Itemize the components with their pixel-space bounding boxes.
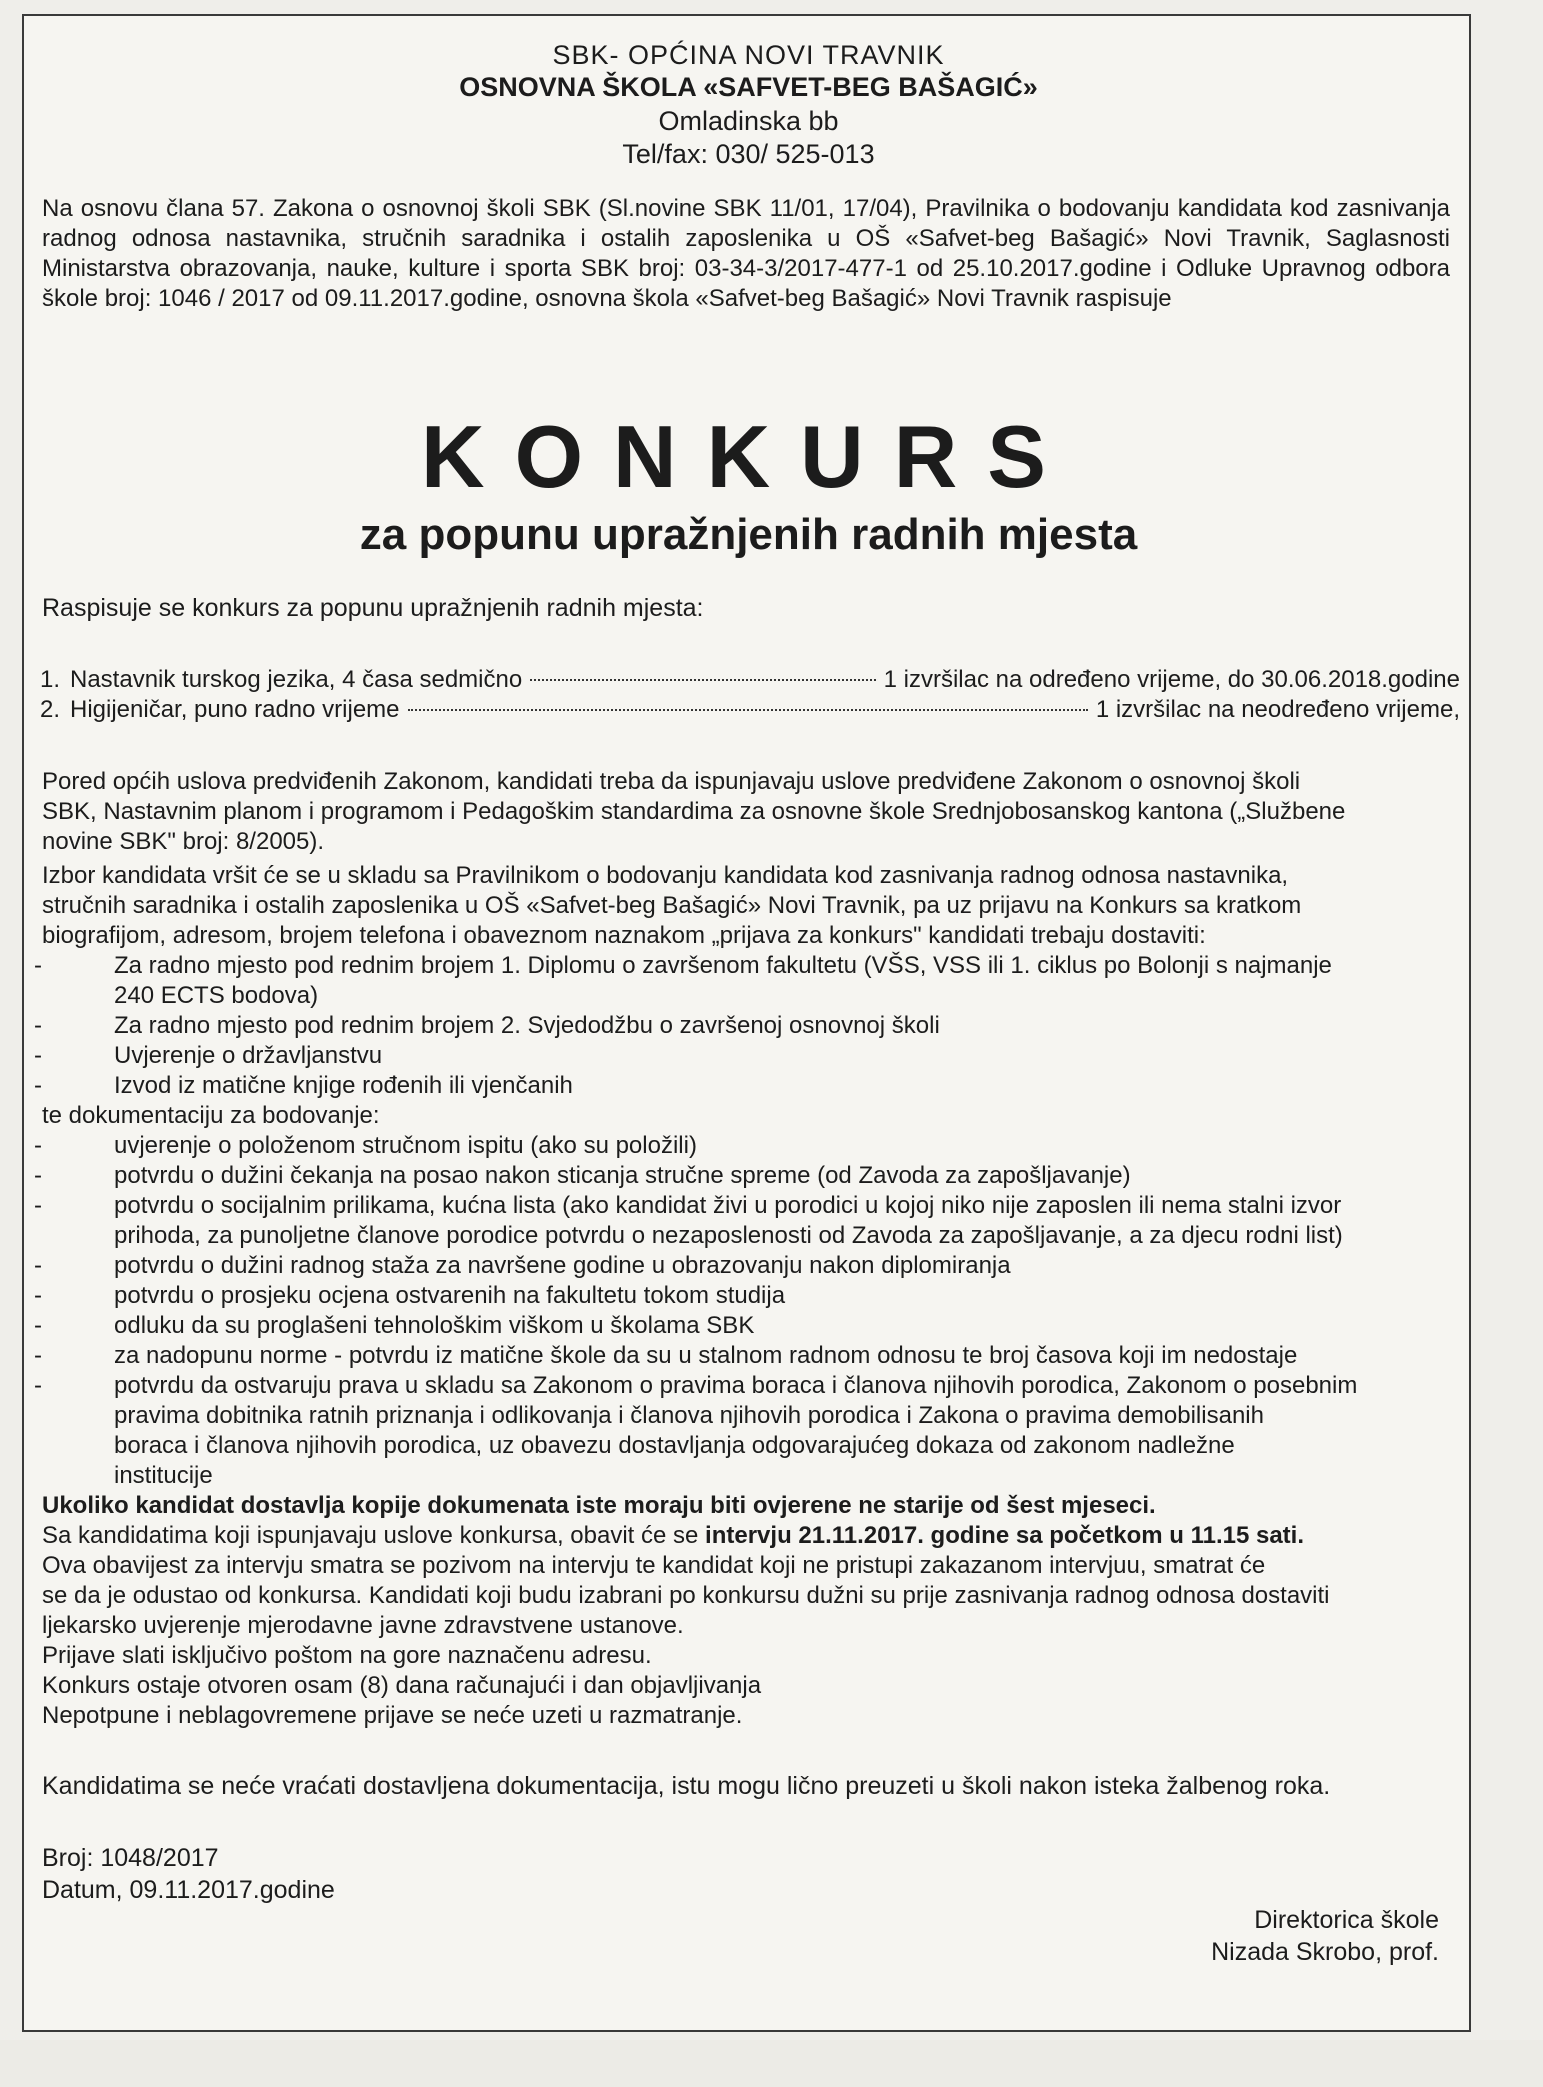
closing-line: se da je odustao od konkursa. Kandidati koji budu izabrani po konkursu dužni su prije zasnivanja radnog odnosa dostaviti (42, 1582, 1330, 1609)
bullet-dash: - (34, 1072, 42, 1099)
raspisuje-line: Raspisuje se konkurs za popunu upražnjenih radnih mjesta: (42, 594, 704, 622)
interview-line (42, 1522, 1304, 1550)
return-note: Kandidatima se neće vraćati dostavljena dokumentacija, istu mogu lično preuzeti u školi nakon isteka žalbenog roka. (42, 1772, 1331, 1800)
bullet-dash: - (34, 1042, 42, 1069)
required-doc-item: Za radno mjesto pod rednim brojem 1. Diplomu o završenom fakultetu (VŠS, VSS ili 1. ciklus po Bolonji s najmanje (114, 952, 1332, 979)
scoring-doc-item: potvrdu da ostvaruju prava u skladu sa Zakonom o pravima boraca i članova njihovih porodica, Zakonom o posebnim (114, 1372, 1358, 1399)
bullet-dash: - (34, 1282, 42, 1309)
bullet-dash: - (34, 1192, 42, 1219)
municipality-line: SBK- OPĆINA NOVI TRAVNIK (552, 40, 945, 70)
bullet-dash: - (34, 1162, 42, 1189)
scoring-doc-item: pravima dobitnika ratnih priznanja i odlikovanja i članova njihovih porodica i Zakona o pravima demobilisanih (114, 1402, 1264, 1429)
document-date: Datum, 09.11.2017.godine (42, 1876, 335, 1904)
conditions-line: novine SBK" broj: 8/2005). (42, 828, 325, 855)
required-doc-item: 240 ECTS bodova) (114, 982, 319, 1009)
scoring-doc-item: prihoda, za punoljetne članove porodice potvrdu o nezaposlenosti od Zavoda za zapošljavanje, a za djecu rodni list) (114, 1222, 1343, 1249)
intro-paragraph: Na osnovu člana 57. Zakona o osnovnoj školi SBK (Sl.novine SBK 11/01, 17/04), Pravilnika o bodovanju kandidata kod zasnivanja radnog odnosa nastavnika, stručnih saradnika i ostalih zaposlenika u OŠ «Safvet-beg Bašagić» Novi Travnik, Saglasnosti Ministarstva obrazovanja, nauke, kulture i sporta SBK broj: 03-34-3/2017-477-1 od 25.10.2017.godine i Odluke Upravnog odbora škole broj: 1046 / 2017 od 09.11.2017.godine, osnovna škola «Safvet-beg Bašagić» Novi Travnik raspisuje (42, 195, 1450, 312)
closing-line: Ova obavijest za intervju smatra se pozivom na intervju te kandidat koji ne pristupi zakazanom intervjuu, smatrat će (42, 1552, 1266, 1579)
position-number: 2. (40, 696, 61, 723)
school-address: Omladinska bb (658, 106, 839, 136)
school-phone: Tel/fax: 030/ 525-013 (622, 139, 875, 169)
conditions-line: biografijom, adresom, brojem telefona i obaveznom naznakom „prijava za konkurs" kandidati trebaju dostaviti: (42, 922, 1206, 949)
position-number: 1. (40, 666, 61, 693)
closing-line: Konkurs ostaje otvoren osam (8) dana računajući i dan objavljivanja (42, 1672, 762, 1699)
scoring-doc-item: odluku da su proglašeni tehnološkim viškom u školama SBK (114, 1312, 755, 1339)
scoring-doc-item: za nadopunu norme - potvrdu iz matične škole da su u stalnom radnom odnosu te broj časova koji im nedostaje (114, 1342, 1298, 1369)
scoring-doc-item: potvrdu o socijalnim prilikama, kućna lista (ako kandidat živi u porodici u kojoj niko nije zaposlen ili nema stalni izvor (114, 1192, 1342, 1219)
scoring-doc-item: institucije (114, 1462, 213, 1489)
notice-frame (22, 14, 1471, 2032)
scoring-doc-item: uvjerenje o položenom stručnom ispitu (ako su položili) (114, 1132, 697, 1159)
conditions-line: Izbor kandidata vršit će se u skladu sa Pravilnikom o bodovanju kandidata kod zasnivanja radnog odnosa nastavnika, (42, 862, 1289, 889)
required-doc-item: Izvod iz matične knjige rođenih ili vjenčanih (114, 1072, 573, 1099)
scoring-doc-item: boraca i članova njihovih porodica, uz obavezu dostavljanja odgovarajućeg dokaza od zakonom nadležne (114, 1432, 1235, 1459)
signature-name: Nizada Skrobo, prof. (1211, 1938, 1439, 1966)
bullet-dash: - (34, 1012, 42, 1039)
bullet-dash: - (34, 1132, 42, 1159)
document-number: Broj: 1048/2017 (42, 1844, 219, 1872)
bullet-dash: - (34, 1252, 42, 1279)
position-row (40, 696, 1460, 724)
bullet-dash: - (34, 1312, 42, 1339)
scoring-heading: te dokumentaciju za bodovanje: (42, 1102, 380, 1129)
scoring-doc-item: potvrdu o prosjeku ocjena ostvarenih na fakultetu tokom studija (114, 1282, 786, 1309)
scoring-doc-item: potvrdu o dužini čekanja na posao nakon sticanja stručne spreme (od Zavoda za zapošljavanje) (114, 1162, 1131, 1189)
conditions-line: stručnih saradnika i ostalih zaposlenika u OŠ «Safvet-beg Bašagić» Novi Travnik, pa uz prijavu na Konkurs sa kratkom (42, 892, 1302, 919)
school-name: OSNOVNA ŠKOLA «SAFVET-BEG BAŠAGIĆ» (459, 72, 1038, 102)
closing-line: ljekarsko uvjerenje mjerodavne javne zdravstvene ustanove. (42, 1612, 684, 1639)
interview-date: intervju 21.11.2017. godine sa početkom u 11.15 sati. (705, 1522, 1304, 1549)
position-row (40, 666, 1460, 694)
position-terms: 1 izvršilac na neodređeno vrijeme, (1095, 696, 1460, 723)
bullet-dash: - (34, 1342, 42, 1369)
page-margin (0, 2040, 1543, 2087)
signature-title: Direktorica škole (1254, 1906, 1439, 1934)
required-doc-item: Uvjerenje o državljanstvu (114, 1042, 383, 1069)
conditions-line: Pored općih uslova predviđenih Zakonom, kandidati treba da ispunjavaju uslove predviđene Zakonom o osnovnoj školi (42, 768, 1301, 795)
certified-copies-notice: Ukoliko kandidat dostavlja kopije dokumenata iste moraju biti ovjerene ne starije od šest mjeseci. (42, 1492, 1156, 1519)
dotted-leader (530, 679, 875, 681)
bullet-dash: - (34, 952, 42, 979)
position-name: Nastavnik turskog jezika, 4 časa sedmično (70, 666, 523, 693)
interview-prefix: Sa kandidatima koji ispunjavaju uslove konkursa, obavit će se (42, 1522, 706, 1549)
position-name: Higijeničar, puno radno vrijeme (70, 696, 400, 723)
page-subtitle: za popunu upražnjenih radnih mjesta (359, 510, 1138, 559)
closing-line: Prijave slati isključivo poštom na gore naznačenu adresu. (42, 1642, 652, 1669)
conditions-line: SBK, Nastavnim planom i programom i Pedagoškim standardima za osnovne škole Srednjobosanskog kantona („Službene (42, 798, 1346, 825)
position-terms: 1 izvršilac na određeno vrijeme, do 30.06.2018.godine (883, 666, 1460, 693)
bullet-dash: - (34, 1372, 42, 1399)
page-title: KONKURS (421, 407, 1076, 506)
required-doc-item: Za radno mjesto pod rednim brojem 2. Svjedodžbu o završenoj osnovnoj školi (114, 1012, 940, 1039)
dotted-leader (408, 709, 1088, 711)
closing-line: Nepotpune i neblagovremene prijave se neće uzeti u razmatranje. (42, 1702, 743, 1729)
scoring-doc-item: potvrdu o dužini radnog staža za navršene godine u obrazovanju nakon diplomiranja (114, 1252, 1011, 1279)
